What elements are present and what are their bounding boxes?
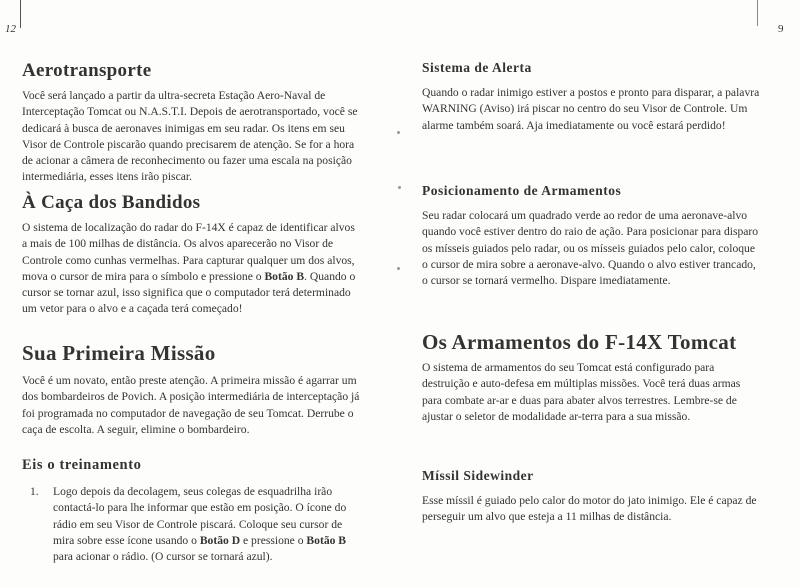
paragraph-armamentos: O sistema de armamentos do seu Tomcat está configurado para destruição e auto-defesa em múltiplas missões. Você terá duas armas para combate ar-ar e duas para abater alvos terrestres. Lembre-se de ajustar o seletor de modalidade ar-terra para a sua missão. <box>422 361 741 423</box>
section-caca-bandidos <box>22 192 360 318</box>
paragraph-caca-bandidos: O sistema de localização do radar do F-14X é capaz de identificar alvos a mais de 100 milhas de distância. Os alvos aparecerão no Visor de Controle como cunhas vermelhas. Para capturar qualquer um dos alvos, mova o cursor de mira para o símbolo e pressione o Botão B. Quando o cursor se tornar azul, isso significa que o computador terá determinado um vetor para o alvo e a caçada terá começado! <box>22 221 356 316</box>
list-item <box>22 484 360 565</box>
heading-aerotransporte: Aerotransporte <box>22 60 152 81</box>
section-aerotransporte <box>22 60 360 186</box>
section-primeira-missao <box>22 341 360 438</box>
heading-posicionamento: Posicionamento de Armamentos <box>422 183 622 198</box>
heading-armamentos: Os Armamentos do F-14X Tomcat <box>422 330 737 354</box>
heading-sidewinder: Míssil Sidewinder <box>422 468 534 483</box>
page-number-left: 12 <box>5 23 16 35</box>
training-list <box>22 484 360 565</box>
right-edge-rule <box>757 0 758 26</box>
list-item-number: 1. <box>30 485 39 498</box>
page-number-right: 9 <box>778 23 784 35</box>
paragraph-sistema-alerta: Quando o radar inimigo estiver a postos e pronto para disparar, a palavra WARNING (Aviso) irá piscar no centro do seu Visor de Controle. Um alarme também soará. Aja imediatamente ou você estará perdido! <box>422 86 760 132</box>
section-posicionamento <box>422 183 762 289</box>
left-edge-rule <box>20 0 21 28</box>
scan-speck <box>397 131 400 134</box>
section-armamentos <box>422 330 762 425</box>
heading-sistema-alerta: Sistema de Alerta <box>422 60 532 75</box>
section-treinamento <box>22 457 360 565</box>
list-item-text: Logo depois da decolagem, seus colegas de esquadrilha irão contactá-lo para lhe informar que estão em posição. O ícone do rádio em seu Visor de Controle piscará. Coloque seu cursor de mira sobre esse ícone usando o Botão D e pressione o Botão B para acionar o rádio. (O cursor se tornará azul). <box>53 485 347 564</box>
paragraph-posicionamento: Seu radar colocará um quadrado verde ao redor de uma aeronave-alvo quando você estiver dentro do raio de ação. Para posicionar para disparo os mísseis guiados pelo radar, ou os mísseis guiados pelo calor, coloque o cursor de mira sobre a aeronave-alvo. Quando o alvo estiver trancado, o cursor se tornará vermelho. Dispare imediatamente. <box>422 209 759 288</box>
heading-primeira-missao: Sua Primeira Missão <box>22 341 216 365</box>
bold-botao-b: Botão B <box>264 269 305 283</box>
paragraph-primeira-missao: Você é um novato, então preste atenção. A primeira missão é agarrar um dos bombardeiros de Povich. A posição intermediária de interceptação já foi programada no computador de navegação de seu Tomcat. Derrube o caça de escolta. A seguir, elimine o bombardeiro. <box>22 374 360 436</box>
scan-speck <box>397 267 400 270</box>
heading-treinamento: Eis o treinamento <box>22 457 142 473</box>
paragraph-aerotransporte: Você será lançado a partir da ultra-secreta Estação Aero-Naval de Interceptação Tomcat ou N.A.S.T.I. Depois de aerotransportado, você se dedicará à busca de aeronaves inimigas em seu radar. Os itens em seu Visor de Controle piscarão quando precisarem de atenção. Se for a hora de acionar a câmera de reconhecimento ou fazer uma escala na posição intermediária, esses itens irão piscar. <box>22 89 358 184</box>
scan-speck <box>398 186 401 189</box>
section-sistema-alerta <box>422 60 762 134</box>
heading-caca-bandidos: À Caça dos Bandidos <box>22 192 201 213</box>
paragraph-sidewinder: Esse míssil é guiado pelo calor do motor do jato inimigo. Ele é capaz de perseguir um alvo que esteja a 11 milhas de distância. <box>422 494 757 524</box>
section-sidewinder <box>422 468 762 526</box>
